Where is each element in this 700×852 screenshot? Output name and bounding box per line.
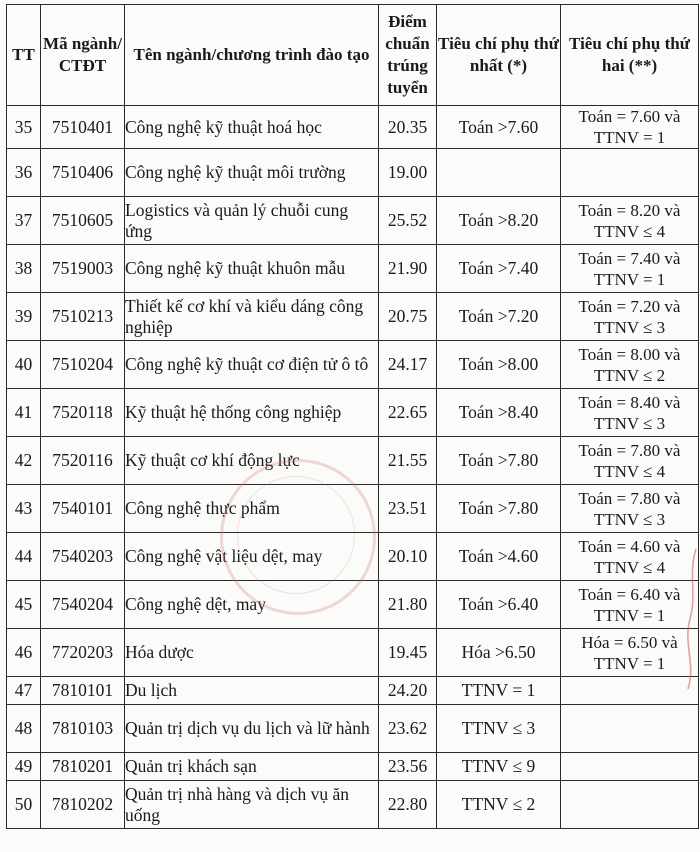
cell-crit1: TTNV ≤ 2 — [437, 781, 561, 829]
cell-tt: 45 — [7, 581, 41, 629]
header-score: Điểm chuẩn trúng tuyển — [379, 5, 437, 106]
cell-code: 7810202 — [41, 781, 125, 829]
cell-crit1: Toán >7.60 — [437, 106, 561, 149]
cell-crit2 — [561, 149, 699, 197]
cell-crit1: Toán >7.80 — [437, 437, 561, 485]
cell-code: 7520116 — [41, 437, 125, 485]
cell-name: Quản trị nhà hàng và dịch vụ ăn uống — [125, 781, 379, 829]
cell-name: Công nghệ kỹ thuật cơ điện tử ô tô — [125, 341, 379, 389]
cell-crit1: Toán >7.80 — [437, 485, 561, 533]
admission-score-table — [6, 4, 699, 829]
cell-crit1: Toán >7.20 — [437, 293, 561, 341]
cell-score: 19.45 — [379, 629, 437, 677]
cell-tt: 44 — [7, 533, 41, 581]
cell-score: 25.52 — [379, 197, 437, 245]
cell-score: 23.51 — [379, 485, 437, 533]
cell-crit2: Toán = 8.00 và TTNV ≤ 2 — [561, 341, 699, 389]
cell-crit2 — [561, 677, 699, 705]
cell-tt: 37 — [7, 197, 41, 245]
cell-crit1 — [437, 149, 561, 197]
cell-crit1: TTNV = 1 — [437, 677, 561, 705]
table-row — [7, 629, 699, 677]
cell-crit2 — [561, 753, 699, 781]
table-row — [7, 106, 699, 149]
cell-score: 22.80 — [379, 781, 437, 829]
table-row — [7, 197, 699, 245]
cell-code: 7810101 — [41, 677, 125, 705]
cell-code: 7720203 — [41, 629, 125, 677]
cell-score: 24.17 — [379, 341, 437, 389]
cell-tt: 50 — [7, 781, 41, 829]
cell-score: 21.80 — [379, 581, 437, 629]
cell-name: Quản trị khách sạn — [125, 753, 379, 781]
cell-code: 7540101 — [41, 485, 125, 533]
cell-code: 7510406 — [41, 149, 125, 197]
cell-crit2: Toán = 7.80 và TTNV ≤ 3 — [561, 485, 699, 533]
cell-crit2: Hóa = 6.50 và TTNV = 1 — [561, 629, 699, 677]
document-page — [6, 4, 698, 829]
cell-name: Quản trị dịch vụ du lịch và lữ hành — [125, 705, 379, 753]
cell-name: Hóa dược — [125, 629, 379, 677]
cell-crit2: Toán = 8.40 và TTNV ≤ 3 — [561, 389, 699, 437]
cell-tt: 35 — [7, 106, 41, 149]
cell-name: Kỹ thuật cơ khí động lực — [125, 437, 379, 485]
header-crit2: Tiêu chí phụ thứ hai (**) — [561, 5, 699, 106]
cell-crit1: Toán >4.60 — [437, 533, 561, 581]
table-row — [7, 245, 699, 293]
cell-code: 7810201 — [41, 753, 125, 781]
cell-code: 7510605 — [41, 197, 125, 245]
table-row — [7, 677, 699, 705]
cell-crit1: Toán >7.40 — [437, 245, 561, 293]
cell-score: 21.55 — [379, 437, 437, 485]
cell-code: 7510213 — [41, 293, 125, 341]
header-crit1: Tiêu chí phụ thứ nhất (*) — [437, 5, 561, 106]
cell-code: 7540204 — [41, 581, 125, 629]
table-row — [7, 293, 699, 341]
table-row — [7, 533, 699, 581]
table-row — [7, 581, 699, 629]
table-row — [7, 781, 699, 829]
cell-tt: 39 — [7, 293, 41, 341]
cell-name: Công nghệ kỹ thuật khuôn mẫu — [125, 245, 379, 293]
table-row — [7, 485, 699, 533]
table-row — [7, 341, 699, 389]
cell-tt: 42 — [7, 437, 41, 485]
cell-name: Công nghệ kỹ thuật hoá học — [125, 106, 379, 149]
cell-crit1: Hóa >6.50 — [437, 629, 561, 677]
cell-crit2: Toán = 8.20 và TTNV ≤ 4 — [561, 197, 699, 245]
cell-tt: 46 — [7, 629, 41, 677]
cell-score: 20.35 — [379, 106, 437, 149]
header-name: Tên ngành/chương trình đào tạo — [125, 5, 379, 106]
cell-score: 23.56 — [379, 753, 437, 781]
cell-code: 7510204 — [41, 341, 125, 389]
cell-crit1: Toán >6.40 — [437, 581, 561, 629]
cell-tt: 38 — [7, 245, 41, 293]
table-header-row — [7, 5, 699, 106]
cell-crit2: Toán = 4.60 và TTNV ≤ 4 — [561, 533, 699, 581]
cell-crit2: Toán = 6.40 và TTNV = 1 — [561, 581, 699, 629]
table-body — [7, 106, 699, 829]
cell-code: 7510401 — [41, 106, 125, 149]
cell-code: 7540203 — [41, 533, 125, 581]
cell-tt: 43 — [7, 485, 41, 533]
cell-tt: 48 — [7, 705, 41, 753]
cell-crit2: Toán = 7.40 và TTNV = 1 — [561, 245, 699, 293]
cell-tt: 47 — [7, 677, 41, 705]
cell-crit1: Toán >8.00 — [437, 341, 561, 389]
cell-name: Công nghệ dệt, may — [125, 581, 379, 629]
cell-score: 20.10 — [379, 533, 437, 581]
cell-code: 7810103 — [41, 705, 125, 753]
cell-score: 19.00 — [379, 149, 437, 197]
header-code: Mã ngành/ CTĐT — [41, 5, 125, 106]
cell-name: Thiết kế cơ khí và kiểu dáng công nghiệp — [125, 293, 379, 341]
cell-tt: 36 — [7, 149, 41, 197]
cell-crit1: Toán >8.40 — [437, 389, 561, 437]
cell-crit2 — [561, 781, 699, 829]
cell-score: 20.75 — [379, 293, 437, 341]
table-row — [7, 389, 699, 437]
cell-code: 7519003 — [41, 245, 125, 293]
cell-name: Du lịch — [125, 677, 379, 705]
cell-crit1: Toán >8.20 — [437, 197, 561, 245]
table-row — [7, 753, 699, 781]
cell-score: 21.90 — [379, 245, 437, 293]
cell-name: Kỹ thuật hệ thống công nghiệp — [125, 389, 379, 437]
cell-tt: 41 — [7, 389, 41, 437]
cell-crit1: TTNV ≤ 9 — [437, 753, 561, 781]
cell-score: 23.62 — [379, 705, 437, 753]
cell-name: Công nghệ kỹ thuật môi trường — [125, 149, 379, 197]
table-row — [7, 149, 699, 197]
cell-crit1: TTNV ≤ 3 — [437, 705, 561, 753]
cell-score: 24.20 — [379, 677, 437, 705]
cell-crit2: Toán = 7.80 và TTNV ≤ 4 — [561, 437, 699, 485]
cell-name: Công nghệ vật liệu dệt, may — [125, 533, 379, 581]
cell-name: Công nghệ thực phẩm — [125, 485, 379, 533]
cell-crit2: Toán = 7.60 và TTNV = 1 — [561, 106, 699, 149]
table-row — [7, 705, 699, 753]
cell-code: 7520118 — [41, 389, 125, 437]
header-tt: TT — [7, 5, 41, 106]
cell-score: 22.65 — [379, 389, 437, 437]
cell-tt: 49 — [7, 753, 41, 781]
cell-crit2: Toán = 7.20 và TTNV ≤ 3 — [561, 293, 699, 341]
cell-name: Logistics và quản lý chuỗi cung ứng — [125, 197, 379, 245]
cell-tt: 40 — [7, 341, 41, 389]
cell-crit2 — [561, 705, 699, 753]
table-row — [7, 437, 699, 485]
